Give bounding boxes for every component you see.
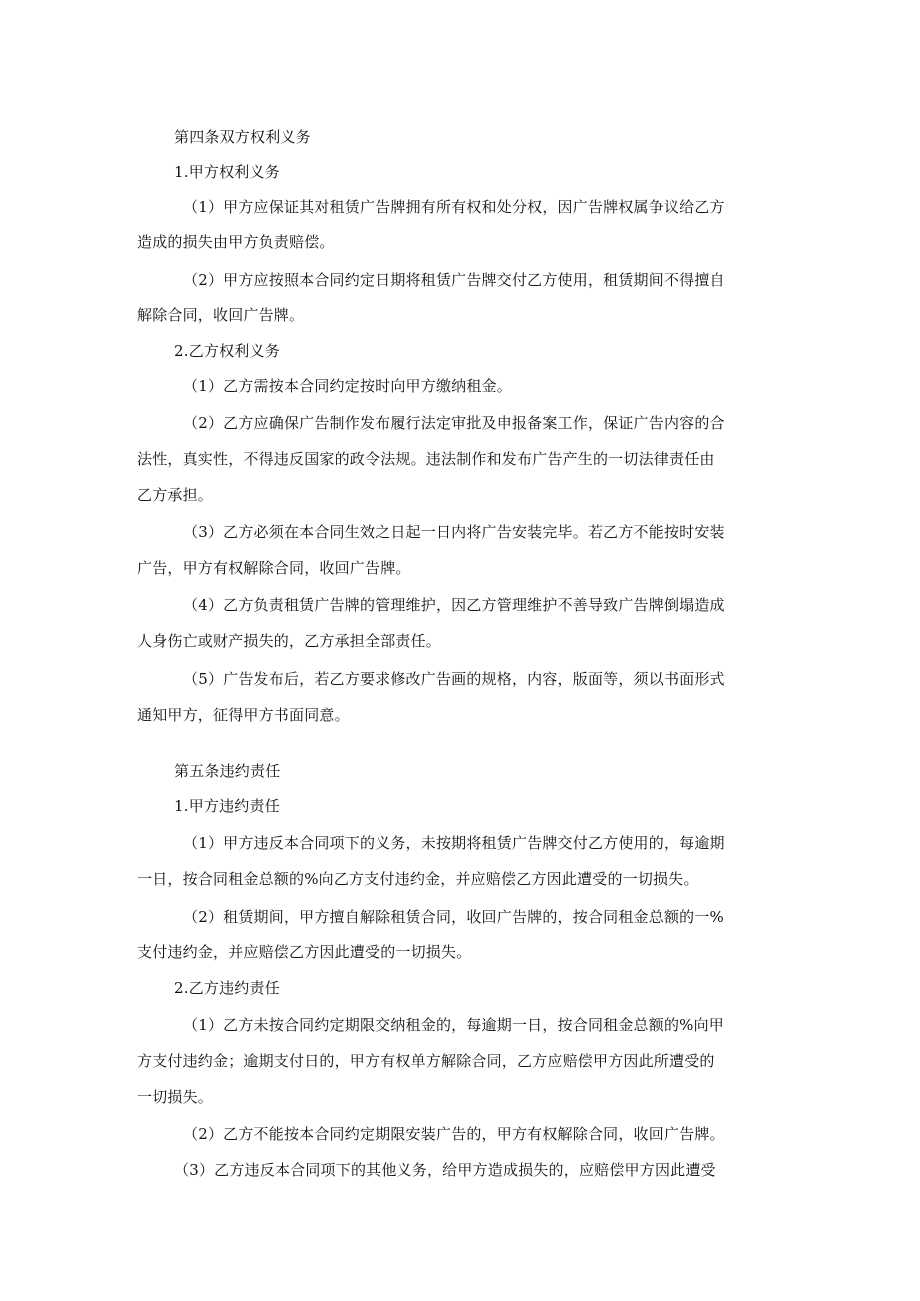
paragraph-line: （1）甲方应保证其对租赁广告牌拥有所有权和处分权，因广告牌权属争议给乙方 [183, 198, 725, 216]
paragraph-line: （5）广告发布后，若乙方要求修改广告画的规格，内容，版面等，须以书面形式 [183, 670, 725, 688]
paragraph-line: 通知甲方，征得甲方书面同意。 [137, 706, 350, 724]
paragraph-line: 造成的损失由甲方负责赔偿。 [137, 233, 335, 251]
paragraph-line: （2）租赁期间，甲方擅自解除租赁合同，收回广告牌的，按合同租金总额的一% [183, 908, 724, 926]
section-4-1-title: 1.甲方权利义务 [174, 163, 280, 181]
paragraph-line: 解除合同，收回广告牌。 [137, 306, 305, 324]
paragraph-line: （1）甲方违反本合同项下的义务，未按期将租赁广告牌交付乙方使用的，每逾期 [183, 834, 725, 852]
section-5-2-title: 2.乙方违约责任 [174, 979, 280, 997]
paragraph-line: （2）乙方应确保广告制作发布履行法定审批及申报备案工作，保证广告内容的合 [183, 414, 725, 432]
paragraph-line: （3）乙方违反本合同项下的其他义务，给甲方造成损失的，应赔偿甲方因此遭受 [174, 1161, 716, 1179]
section-4-2-title: 2.乙方权利义务 [174, 342, 280, 360]
paragraph-line: 支付违约金，并应赔偿乙方因此遭受的一切损失。 [137, 943, 472, 961]
paragraph-line: （4）乙方负责租赁广告牌的管理维护，因乙方管理维护不善导致广告牌倒塌造成 [183, 596, 725, 614]
paragraph-line: 广告，甲方有权解除合同，收回广告牌。 [137, 559, 411, 577]
paragraph-line: 一日，按合同租金总额的%向乙方支付违约金，并应赔偿乙方因此遭受的一切损失。 [137, 870, 699, 888]
paragraph-line: 乙方承担。 [137, 486, 214, 504]
paragraph-line: 方支付违约金；逾期支付日的，甲方有权单方解除合同，乙方应赔偿甲方因此所遭受的 [137, 1052, 715, 1070]
paragraph-line: （1）乙方需按本合同约定按时向甲方缴纳租金。 [183, 377, 512, 395]
paragraph-line: 一切损失。 [137, 1088, 214, 1106]
paragraph-line: （2）乙方不能按本合同约定期限安装广告的，甲方有权解除合同，收回广告牌。 [183, 1125, 725, 1143]
article-4-heading: 第四条双方权利义务 [174, 128, 311, 146]
paragraph-line: （2）甲方应按照本合同约定日期将租赁广告牌交付乙方使用，租赁期间不得擅自 [183, 271, 725, 289]
section-5-1-title: 1.甲方违约责任 [174, 797, 280, 815]
article-5-heading: 第五条违约责任 [174, 762, 281, 780]
paragraph-line: 法性，真实性，不得违反国家的政令法规。违法制作和发布广告产生的一切法律责任由 [137, 450, 715, 468]
paragraph-line: （3）乙方必须在本合同生效之日起一日内将广告安装完毕。若乙方不能按时安装 [183, 523, 725, 541]
paragraph-line: 人身伤亡或财产损失的，乙方承担全部责任。 [137, 632, 442, 650]
paragraph-line: （1）乙方未按合同约定期限交纳租金的，每逾期一日，按合同租金总额的%向甲 [183, 1016, 724, 1034]
